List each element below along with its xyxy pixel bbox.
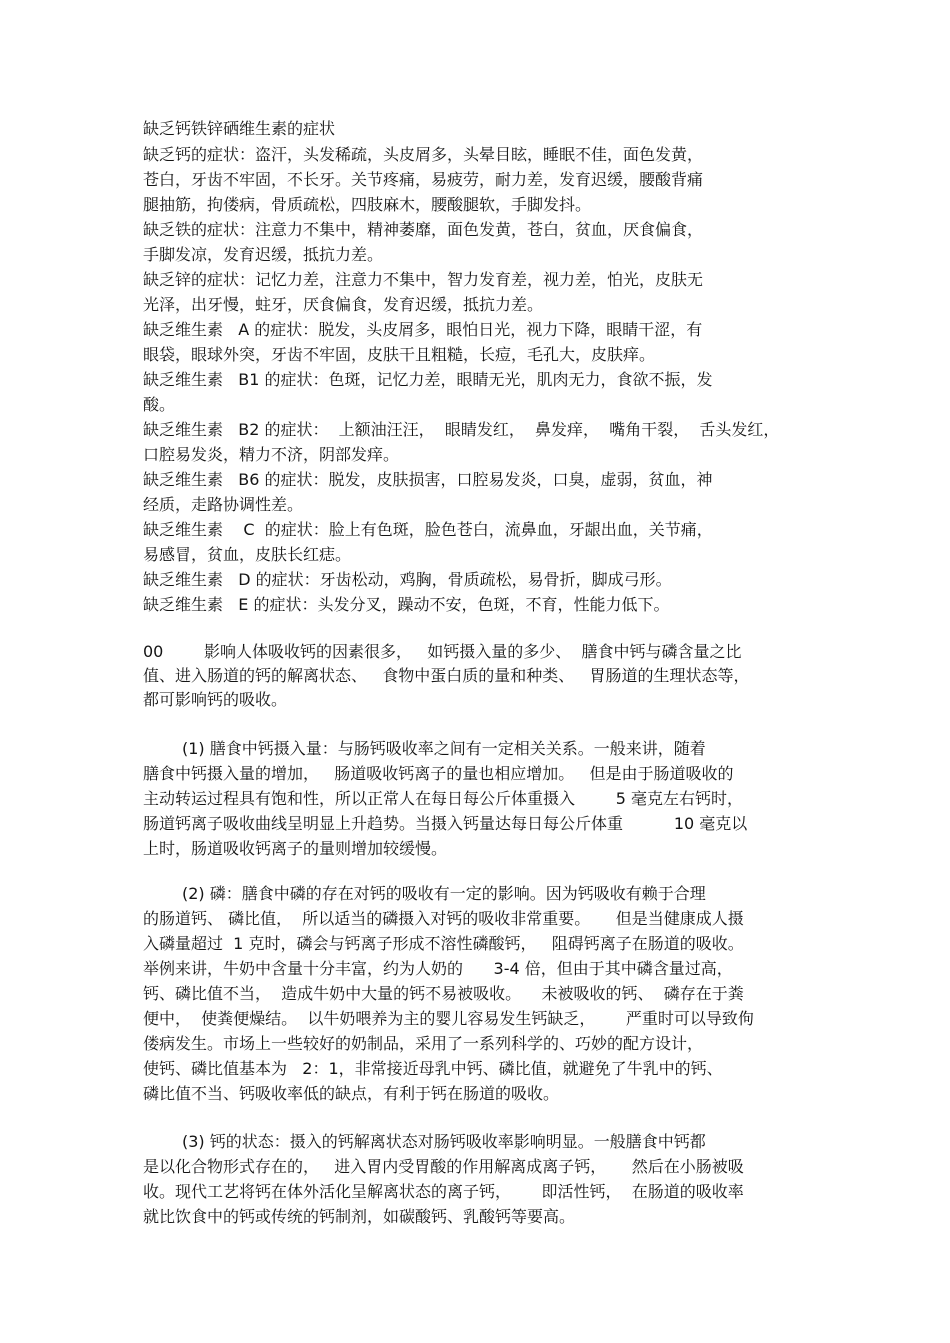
section2-line: 钙、磷比值不当， 造成牛奶中大量的钙不易被吸收。 未被吸收的钙、 磷存在于粪 xyxy=(143,984,744,1003)
section3-line: 就比饮食中的钙或传统的钙制剂，如碳酸钙、乳酸钙等要高。 xyxy=(143,1207,576,1226)
document-title: 缺乏钙铁锌硒维生素的症状 xyxy=(143,119,336,138)
section1-line: 肠道钙离子吸收曲线呈明显上升趋势。当摄入钙量达每日每公斤体重 10 毫克以 xyxy=(143,814,748,833)
symptom-line: 缺乏维生素 D 的症状：牙齿松动，鸡胸，骨质疏松，易骨折，脚成弓形。 xyxy=(143,570,672,589)
intro-line: 00 影响人体吸收钙的因素很多， 如钙摄入量的多少、 膳食中钙与磷含量之比 xyxy=(143,642,742,661)
section1-line: 主动转运过程具有饱和性，所以正常人在每日每公斤体重摄入 5 毫克左右钙时， xyxy=(143,789,743,808)
symptom-line: 腿抽筋，拘偻病，骨质疏松，四肢麻木，腰酸腿软，手脚发抖。 xyxy=(143,195,592,214)
symptom-line: 缺乏维生素 C 的症状：脸上有色斑，脸色苍白，流鼻血，牙龈出血，关节痛， xyxy=(143,520,713,539)
symptom-line: 缺乏维生素 E 的症状：头发分叉，躁动不安，色斑，不育，性能力低下。 xyxy=(143,595,670,614)
section1-line: 上时，肠道吸收钙离子的量则增加较缓慢。 xyxy=(143,839,448,858)
symptom-line: 缺乏维生素 B6 的症状：脱发，皮肤损害，口腔易发炎，口臭，虚弱，贫血，神 xyxy=(143,470,713,489)
symptom-line: 酸。 xyxy=(143,395,176,414)
symptom-line: 苍白，牙齿不牢固，不长牙。关节疼痛，易疲劳，耐力差，发育迟缓，腰酸背痛 xyxy=(143,170,704,189)
symptom-line: 缺乏锌的症状：记忆力差，注意力不集中，智力发育差，视力差，怕光，皮肤无 xyxy=(143,270,704,289)
section1-line: 膳食中钙摄入量的增加， 肠道吸收钙离子的量也相应增加。 但是由于肠道吸收的 xyxy=(143,764,734,783)
symptom-line: 缺乏铁的症状：注意力不集中，精神萎靡，面色发黄，苍白，贫血，厌食偏食， xyxy=(143,220,704,239)
section2-line: 便中， 使粪便燥结。 以牛奶喂养为主的婴儿容易发生钙缺乏， 严重时可以导致佝 xyxy=(143,1009,754,1028)
symptom-line: 光泽，出牙慢，蛀牙，厌食偏食，发育迟缓，抵抗力差。 xyxy=(143,295,544,314)
section2-line: 偻病发生。市场上一些较好的奶制品，采用了一系列科学的、巧妙的配方设计， xyxy=(143,1034,704,1053)
section2-line: 举例来讲，牛奶中含量十分丰富，约为人奶的 3-4 倍，但由于其中磷含量过高， xyxy=(143,959,733,978)
section2-line: 磷比值不当、钙吸收率低的缺点，有利于钙在肠道的吸收。 xyxy=(143,1084,560,1103)
symptom-line: 缺乏维生素 A 的症状：脱发，头皮屑多，眼怕日光，视力下降，眼睛干涩，有 xyxy=(143,320,703,339)
section2-line: 使钙、磷比值基本为 2：1，非常接近母乳中钙、磷比值，就避免了牛乳中的钙、 xyxy=(143,1059,723,1078)
section1-heading-line: (1) 膳食中钙摄入量：与肠钙吸收率之间有一定相关关系。一般来讲，随着 xyxy=(182,739,706,758)
intro-line: 都可影响钙的吸收。 xyxy=(143,690,288,709)
symptom-line: 眼袋，眼球外突，牙齿不牢固，皮肤干且粗糙，长痘，毛孔大，皮肤痒。 xyxy=(143,345,656,364)
section3-line: 是以化合物形式存在的， 进入胃内受胃酸的作用解离成离子钙， 然后在小肠被吸 xyxy=(143,1157,744,1176)
intro-line: 值、进入肠道的钙的解离状态、 食物中蛋白质的量和种类、 胃肠道的生理状态等， xyxy=(143,666,750,685)
section3-line: 收。现代工艺将钙在体外活化呈解离状态的离子钙， 即活性钙， 在肠道的吸收率 xyxy=(143,1182,744,1201)
section3-heading-line: (3) 钙的状态：摄入的钙解离状态对肠钙吸收率影响明显。一般膳食中钙都 xyxy=(182,1132,706,1151)
symptom-line: 缺乏钙的症状：盗汗，头发稀疏，头皮屑多，头晕目眩，睡眠不佳，面色发黄， xyxy=(143,145,704,164)
symptom-line: 口腔易发炎，精力不济，阴部发痒。 xyxy=(143,445,400,464)
section2-line: 入磷量超过 1 克时，磷会与钙离子形成不溶性磷酸钙， 阻碍钙离子在肠道的吸收。 xyxy=(143,934,744,953)
section2-heading-line: (2) 磷：膳食中磷的存在对钙的吸收有一定的影响。因为钙吸收有赖于合理 xyxy=(182,884,706,903)
symptom-line: 缺乏维生素 B1 的症状：色斑，记忆力差，眼睛无光，肌肉无力，食欲不振，发 xyxy=(143,370,713,389)
symptom-line: 易感冒，贫血，皮肤长红痣。 xyxy=(143,545,352,564)
section2-line: 的肠道钙、 磷比值， 所以适当的磷摄入对钙的吸收非常重要。 但是当健康成人摄 xyxy=(143,909,744,928)
symptom-line: 经质，走路协调性差。 xyxy=(143,495,304,514)
symptom-line: 手脚发凉，发育迟缓，抵抗力差。 xyxy=(143,245,384,264)
symptom-line: 缺乏维生素 B2 的症状： 上额油汪汪， 眼睛发红， 鼻发痒， 嘴角干裂， 舌头发红， xyxy=(143,420,780,439)
